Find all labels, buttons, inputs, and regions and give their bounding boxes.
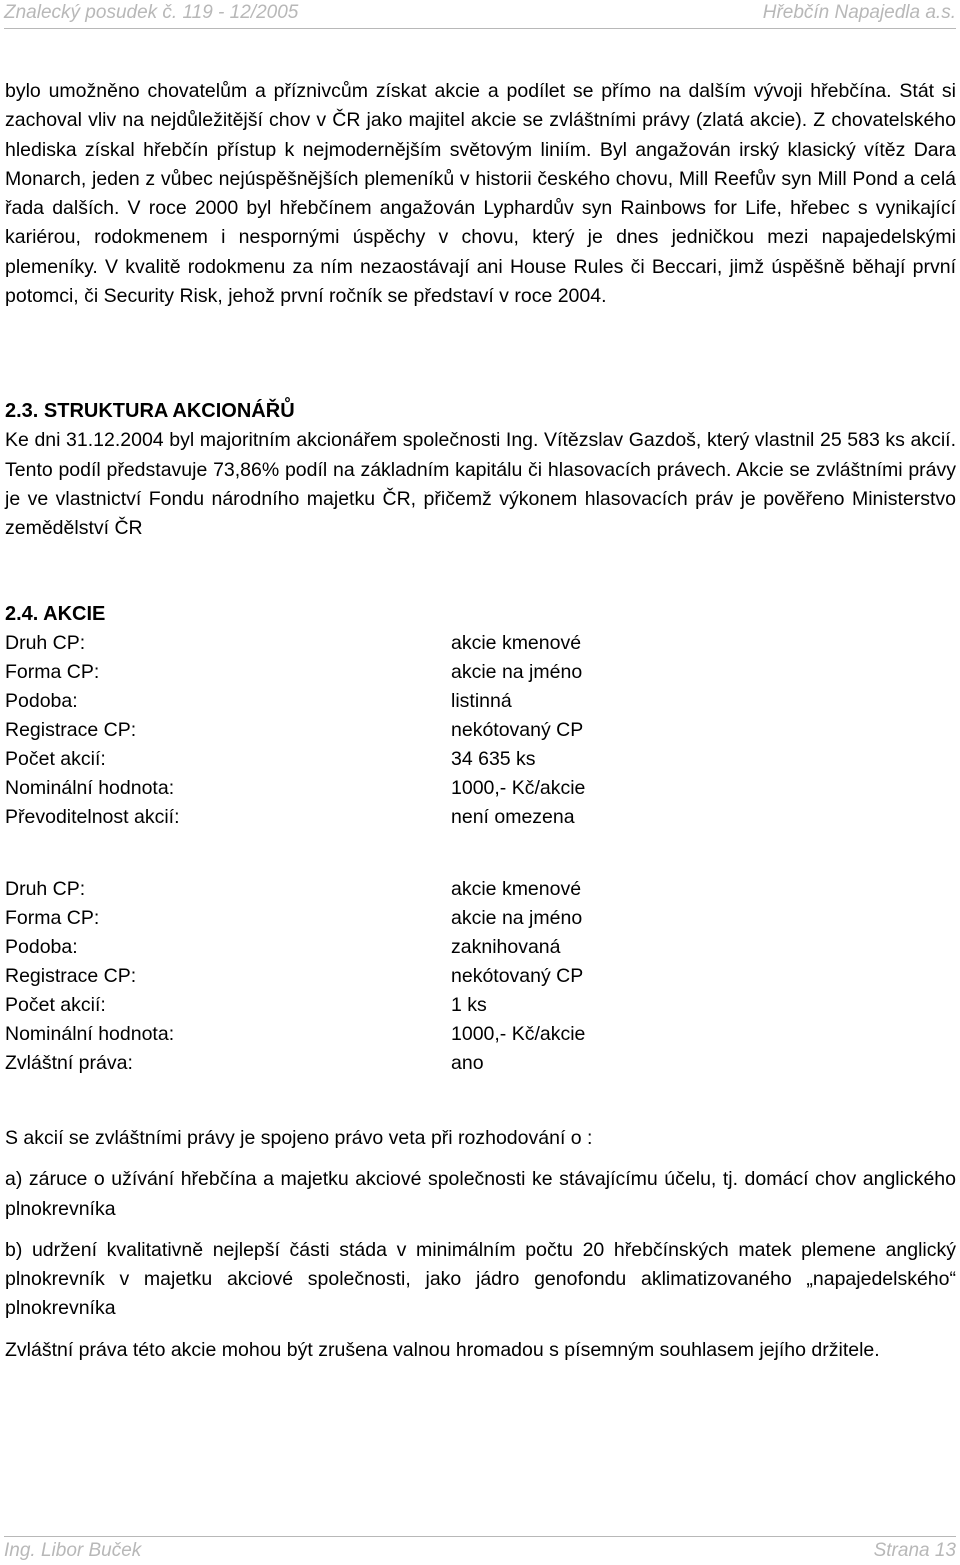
row-label: Zvláštní práva: (5, 1052, 133, 1074)
page-header (4, 2, 956, 29)
section-heading-shares: 2.4. AKCIE (5, 603, 106, 625)
row-value: akcie kmenové (451, 632, 582, 654)
intro-section (5, 77, 956, 311)
row-value: akcie na jméno (451, 661, 583, 683)
row-label: Registrace CP: (5, 965, 137, 987)
intro-paragraph: bylo umožněno chovatelům a příznivcům získat akcie a podílet se přímo na dalším vývoji hřebčína. Stát si zachoval vliv na nejdůležitější chov v ČR jako majitel akcie se zvláštními právy (zlatá akcie). Z chovatelského hlediska získal hřebčín přístup k nejmodernějším světovým liniím. Byl angažován irský klasický vítěz Dara Monarch, jeden z vůbec nejúspěšnějších plemeníků v historii českého chovu, Mill Reefův syn Mill Pond a celá řada dalších. V roce 2000 byl hřebčínem angažován Lyphardův syn Rainbows for Life, hřebec s vynikající kariérou, rodokmenem i nespornými úspěchy v chovu, který je dnes jedničkou mezi napajedelskými plemeníky. V kvalitě rodokmenu za ním nezaostávají ani House Rules či Beccari, jimž úspěšně běhají první potomci, či Security Risk, jehož první ročník se představí v roce 2004. (5, 80, 956, 308)
row-label: Podoba: (5, 690, 78, 712)
section-shareholder-structure (5, 397, 956, 543)
row-value: zaknihovaná (451, 936, 561, 958)
row-label: Forma CP: (5, 907, 100, 929)
special-rights-closing: Zvláštní práva této akcie mohou být zrušena valnou hromadou s písemným souhlasem jejího držitele. (5, 1338, 880, 1361)
row-label: Podoba: (5, 936, 78, 958)
special-rights-item-b: b) udržení kvalitativně nejlepší části stáda v minimálním počtu 20 hřebčínských matek plemene anglický plnokrevník v majetku akciové společnosti, jako jádro genofondu aklimatizovaného „napajedelského“ plnokrevníka (5, 1238, 956, 1320)
row-value: akcie na jméno (451, 907, 583, 929)
row-value: listinná (451, 690, 512, 712)
shareholders-paragraph: Ke dni 31.12.2004 byl majoritním akcionářem společnosti Ing. Vítězslav Gazdoš, který vlastnil 25 583 ks akcií. Tento podíl představuje 73,86% podíl na základním kapitálu či hlasovacích právech. Akcie se zvláštními právy je ve vlastnictví Fondu národního majetku ČR, přičemž výkonem hlasovacích práv je pověřeno Ministerstvo zemědělství ČR (5, 429, 956, 540)
row-label: Převoditelnost akcií: (5, 806, 180, 828)
row-value: akcie kmenové (451, 878, 582, 900)
footer-author: Ing. Libor Buček (4, 1540, 142, 1561)
page-footer (4, 1536, 956, 1565)
row-value: 1000,- Kč/akcie (451, 1023, 586, 1045)
header-report-title: Znalecký posudek č. 119 - 12/2005 (4, 2, 299, 23)
row-label: Nominální hodnota: (5, 1023, 175, 1045)
row-value: není omezena (451, 806, 575, 828)
row-value: 1 ks (451, 994, 487, 1016)
row-label: Počet akcií: (5, 748, 106, 770)
row-label: Počet akcií: (5, 994, 106, 1016)
row-value: 1000,- Kč/akcie (451, 777, 586, 799)
special-rights-item-a: a) záruce o užívání hřebčína a majetku akciové společnosti ke stávajícímu účelu, tj. domácí chov anglického plnokrevníka (5, 1168, 956, 1220)
section-shares (5, 600, 956, 629)
row-label: Druh CP: (5, 878, 86, 900)
row-value: 34 635 ks (451, 748, 536, 770)
row-label: Forma CP: (5, 661, 100, 683)
special-rights-section (5, 1124, 956, 1377)
row-value: nekótovaný CP (451, 719, 584, 741)
header-company: Hřebčín Napajedla a.s. (762, 2, 956, 23)
footer-page-number: Strana 13 (873, 1540, 956, 1561)
section-heading-shareholders: 2.3. STRUKTURA AKCIONÁŘŮ (5, 400, 295, 422)
row-label: Druh CP: (5, 632, 86, 654)
row-value: nekótovaný CP (451, 965, 584, 987)
special-rights-intro: S akcií se zvláštními právy je spojeno právo veta při rozhodování o : (5, 1127, 593, 1149)
row-label: Nominální hodnota: (5, 777, 175, 799)
row-value: ano (451, 1052, 484, 1074)
row-label: Registrace CP: (5, 719, 137, 741)
